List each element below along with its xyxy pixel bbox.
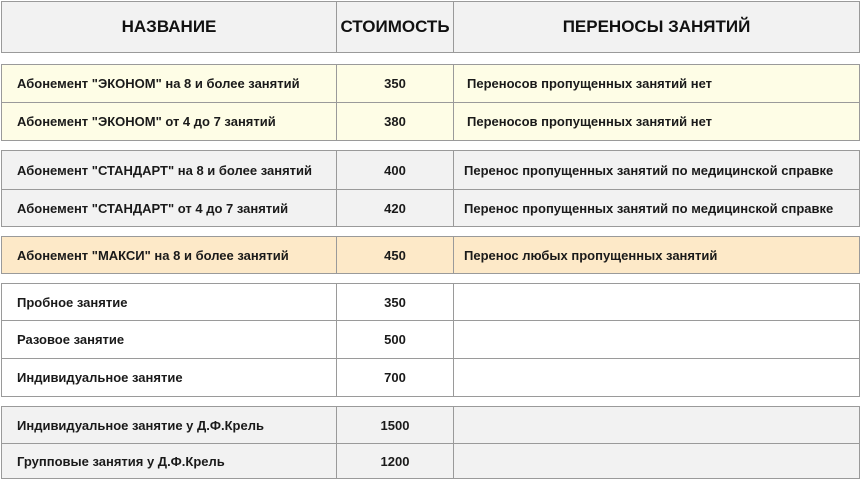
table-row: [1, 359, 860, 397]
row-transfer: [454, 284, 860, 320]
row-name: Абонемент "СТАНДАРТ" на 8 и более занятий: [1, 151, 337, 189]
row-price: 380: [337, 103, 454, 140]
row-name: Абонемент "ЭКОНОМ" от 4 до 7 занятий: [1, 103, 337, 140]
table-row: [1, 444, 860, 479]
row-transfer: [454, 444, 860, 478]
row-price: 500: [337, 321, 454, 358]
row-name: Групповые занятия у Д.Ф.Крель: [1, 444, 337, 478]
row-name: Абонемент "СТАНДАРТ" от 4 до 7 занятий: [1, 190, 337, 226]
table-header-row: [1, 1, 860, 53]
row-price: 1200: [337, 444, 454, 478]
row-name: Абонемент "ЭКОНОМ" на 8 и более занятий: [1, 65, 337, 102]
table-row: [1, 103, 860, 141]
row-name: Индивидуальное занятие у Д.Ф.Крель: [1, 407, 337, 443]
header-transfer: ПЕРЕНОСЫ ЗАНЯТИЙ: [454, 2, 860, 52]
table-row: [1, 236, 860, 274]
row-transfer: [454, 407, 860, 443]
table-row: [1, 321, 860, 359]
row-name: Абонемент "МАКСИ" на 8 и более занятий: [1, 237, 337, 273]
row-price: 350: [337, 65, 454, 102]
row-name: Пробное занятие: [1, 284, 337, 320]
row-price: 420: [337, 190, 454, 226]
row-transfer: Перенос любых пропущенных занятий: [454, 237, 860, 273]
row-price: 1500: [337, 407, 454, 443]
row-price: 400: [337, 151, 454, 189]
row-transfer: [454, 321, 860, 358]
header-price: СТОИМОСТЬ: [337, 2, 454, 52]
row-price: 450: [337, 237, 454, 273]
row-name: Разовое занятие: [1, 321, 337, 358]
row-name: Индивидуальное занятие: [1, 359, 337, 396]
table-row: [1, 190, 860, 227]
row-transfer: Переносов пропущенных занятий нет: [454, 103, 860, 140]
row-price: 700: [337, 359, 454, 396]
row-transfer: [454, 359, 860, 396]
table-row: [1, 283, 860, 321]
header-name: НАЗВАНИЕ: [1, 2, 337, 52]
table-row: [1, 64, 860, 103]
row-transfer: Перенос пропущенных занятий по медицинской справке: [454, 190, 860, 226]
row-transfer: Переносов пропущенных занятий нет: [454, 65, 860, 102]
row-price: 350: [337, 284, 454, 320]
table-row: [1, 406, 860, 444]
row-transfer: Перенос пропущенных занятий по медицинской справке: [454, 151, 860, 189]
table-row: [1, 150, 860, 190]
